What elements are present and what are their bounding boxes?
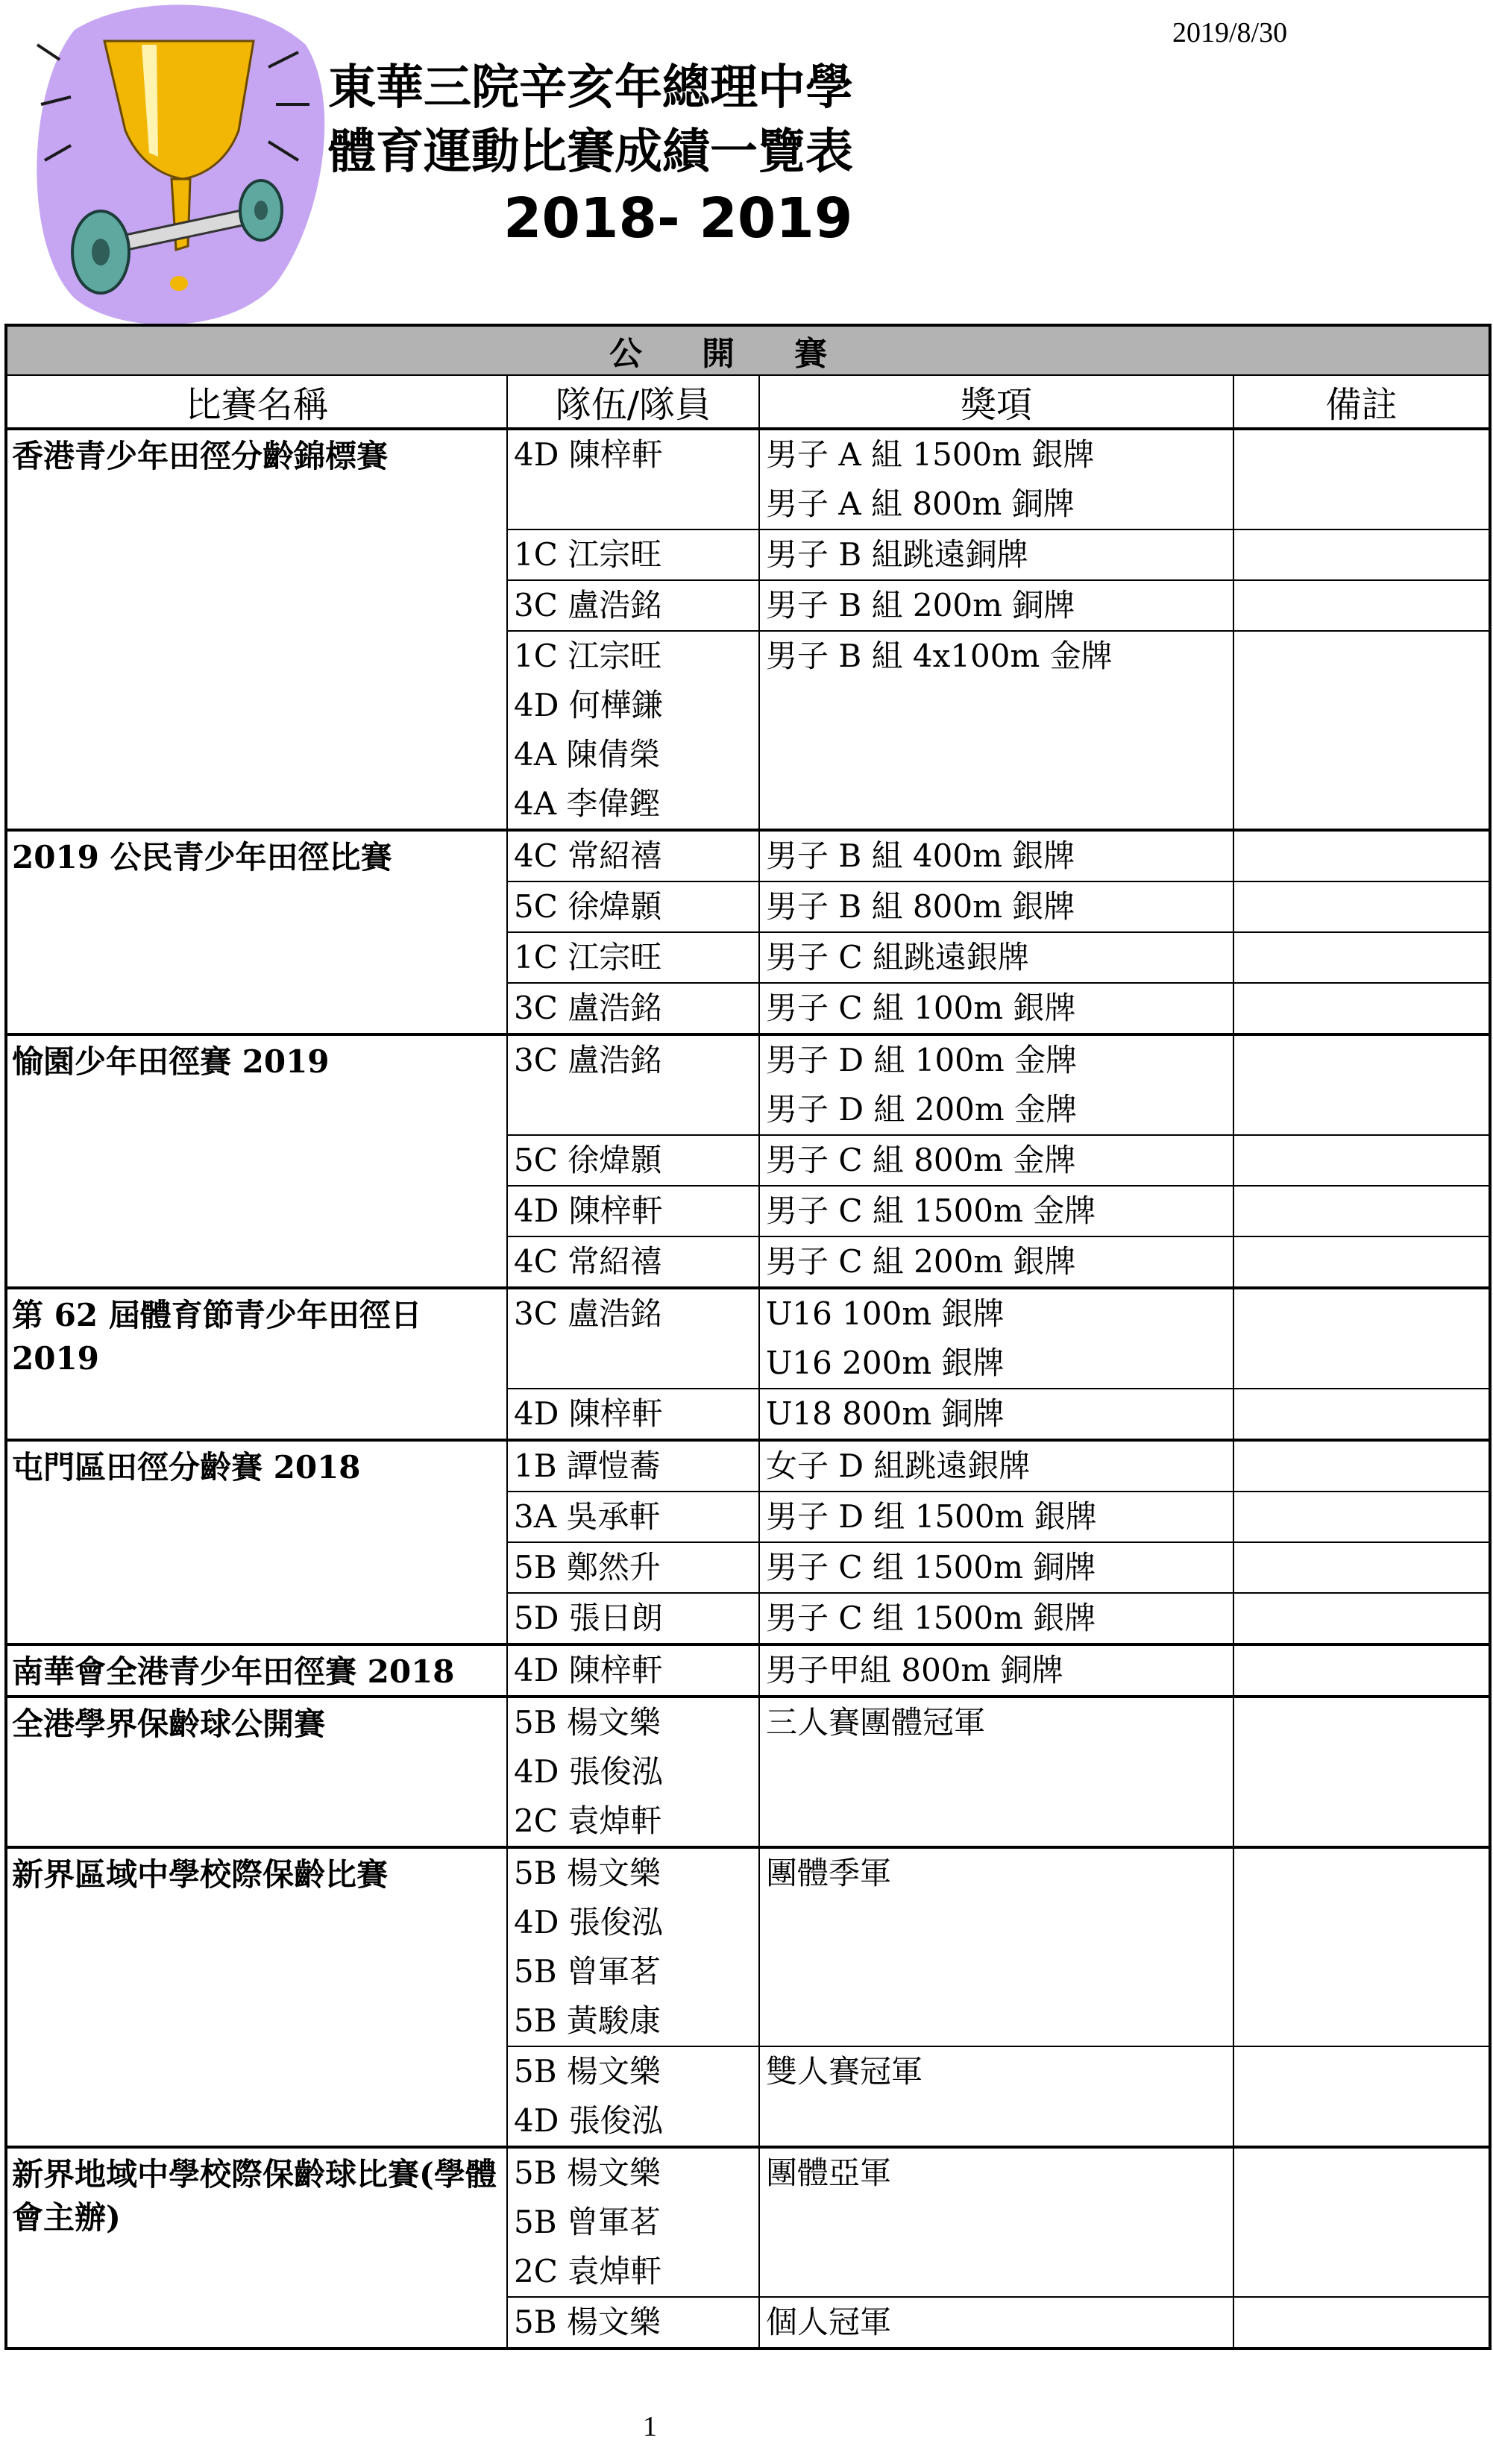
column-header-competition: 比賽名稱 — [6, 375, 507, 429]
remarks — [1233, 1542, 1490, 1593]
team-members — [507, 2046, 759, 2147]
competition-name: 屯門區田徑分齡賽 2018 — [6, 1440, 507, 1644]
team-members — [507, 1288, 759, 1389]
remarks — [1233, 1034, 1490, 1135]
team-members — [507, 1492, 759, 1542]
team-members — [507, 830, 759, 881]
team-members-line: 4D 何樺鎌 — [514, 687, 663, 723]
award — [759, 2046, 1233, 2147]
award-line: 女子 D 組跳遠銀牌 — [766, 1448, 1031, 1484]
award-line: 團體季軍 — [766, 1855, 892, 1891]
award — [759, 1034, 1233, 1135]
award — [759, 631, 1233, 830]
award-line: 個人冠軍 — [766, 2304, 892, 2340]
award — [759, 429, 1233, 529]
table-row — [6, 1288, 1490, 1389]
table-row — [6, 2147, 1490, 2297]
team-members — [507, 983, 759, 1034]
team-members — [507, 1644, 759, 1697]
award-line: 男子 D 組 200m 金牌 — [766, 1091, 1078, 1128]
team-members — [507, 881, 759, 932]
award — [759, 1847, 1233, 2046]
document-title — [328, 56, 969, 253]
team-members-line: 5B 鄭然升 — [514, 1549, 661, 1585]
award — [759, 1236, 1233, 1288]
award — [759, 529, 1233, 580]
award-line: 團體亞軍 — [766, 2155, 892, 2191]
team-members-line: 2C 袁焯軒 — [514, 2253, 662, 2289]
team-members-line: 4D 張俊泓 — [514, 1753, 663, 1790]
team-members — [507, 1135, 759, 1186]
team-members-line: 4D 陳梓軒 — [514, 1652, 663, 1688]
award — [759, 932, 1233, 983]
team-members — [507, 1236, 759, 1288]
award — [759, 580, 1233, 631]
team-members — [507, 1034, 759, 1135]
report-title: 體育運動比賽成績一覽表 — [328, 125, 853, 180]
team-members — [507, 1186, 759, 1236]
team-members-line: 3C 盧浩銘 — [514, 1042, 662, 1078]
award — [759, 1697, 1233, 1847]
remarks — [1233, 983, 1490, 1034]
team-members-line: 4D 陳梓軒 — [514, 436, 663, 473]
remarks — [1233, 429, 1490, 529]
award-line: 男子 A 組 1500m 銀牌 — [766, 436, 1095, 473]
table-row — [6, 1644, 1490, 1697]
remarks — [1233, 1288, 1490, 1389]
team-members-line: 1C 江宗旺 — [514, 638, 662, 674]
award-line: 男子 D 组 1500m 銀牌 — [766, 1498, 1097, 1535]
competition-name: 南華會全港青少年田徑賽 2018 — [6, 1644, 507, 1697]
award-line: 男子 C 组 1500m 銅牌 — [766, 1549, 1096, 1585]
award — [759, 830, 1233, 881]
award-line: 男子 C 組跳遠銀牌 — [766, 939, 1029, 975]
award — [759, 1593, 1233, 1644]
team-members-line: 1C 江宗旺 — [514, 939, 662, 975]
team-members — [507, 1847, 759, 2046]
team-members — [507, 2297, 759, 2348]
table-row — [6, 1847, 1490, 2046]
competition-name: 愉園少年田徑賽 2019 — [6, 1034, 507, 1288]
table-row — [6, 429, 1490, 529]
award-line: 男子甲組 800m 銅牌 — [766, 1652, 1063, 1688]
competition-name: 全港學界保齡球公開賽 — [6, 1697, 507, 1847]
remarks — [1233, 881, 1490, 932]
award — [759, 1186, 1233, 1236]
team-members-line: 5B 黃駿康 — [514, 2002, 661, 2039]
team-members-line: 4D 張俊泓 — [514, 2102, 663, 2139]
team-members-line: 4C 常紹禧 — [514, 837, 662, 874]
results-table — [4, 324, 1492, 2350]
remarks — [1233, 2147, 1490, 2297]
team-members — [507, 1440, 759, 1492]
team-members — [507, 429, 759, 529]
remarks — [1233, 830, 1490, 881]
remarks — [1233, 1236, 1490, 1288]
team-members — [507, 580, 759, 631]
award-line: 男子 C 組 800m 金牌 — [766, 1142, 1076, 1178]
team-members-line: 3C 盧浩銘 — [514, 587, 662, 623]
trophy-logo-icon — [30, 0, 328, 328]
award-line: 男子 C 組 200m 銀牌 — [766, 1243, 1076, 1280]
award-line: 男子 C 組 100m 銀牌 — [766, 990, 1076, 1026]
remarks — [1233, 580, 1490, 631]
award — [759, 1288, 1233, 1389]
award — [759, 1440, 1233, 1492]
award-line: 男子 C 组 1500m 銀牌 — [766, 1600, 1096, 1636]
team-members — [507, 2147, 759, 2297]
award-line: 男子 B 組 800m 銀牌 — [766, 888, 1075, 925]
team-members-line: 5B 楊文樂 — [514, 1704, 661, 1741]
competition-name: 第 62 屆體育節青少年田徑日 2019 — [6, 1288, 507, 1440]
award-line: 男子 B 組跳遠銅牌 — [766, 536, 1028, 573]
team-members-line: 4C 常紹禧 — [514, 1243, 662, 1280]
team-members — [507, 1697, 759, 1847]
team-members — [507, 932, 759, 983]
award-line: 男子 C 組 1500m 金牌 — [766, 1192, 1096, 1229]
award-line: 男子 B 組 4x100m 金牌 — [766, 638, 1113, 674]
award — [759, 881, 1233, 932]
award-line: U16 200m 銀牌 — [766, 1345, 1005, 1381]
team-members-line: 5C 徐煒顥 — [514, 888, 662, 925]
team-members-line: 4A 陳倩榮 — [514, 736, 661, 773]
column-header-team: 隊伍/隊員 — [507, 375, 759, 429]
team-members-line: 5B 曾軍茗 — [514, 1953, 661, 1990]
award-line: 男子 D 組 100m 金牌 — [766, 1042, 1078, 1078]
competition-name: 香港青少年田徑分齡錦標賽 — [6, 429, 507, 830]
team-members-line: 4D 陳梓軒 — [514, 1395, 663, 1432]
award-line: 男子 B 組 400m 銀牌 — [766, 837, 1075, 874]
section-title: 公開賽 — [6, 325, 1490, 375]
team-members-line: 3C 盧浩銘 — [514, 1295, 662, 1332]
award — [759, 1135, 1233, 1186]
award — [759, 2297, 1233, 2348]
award — [759, 1644, 1233, 1697]
award-line: 男子 B 組 200m 銅牌 — [766, 587, 1075, 623]
page-number: 1 — [643, 2411, 657, 2442]
team-members-line: 4D 張俊泓 — [514, 1904, 663, 1940]
competition-name: 2019 公民青少年田徑比賽 — [6, 830, 507, 1034]
team-members-line: 5D 張日朗 — [514, 1600, 663, 1636]
remarks — [1233, 1847, 1490, 2046]
team-members-line: 5C 徐煒顥 — [514, 1142, 662, 1178]
award-line: U18 800m 銅牌 — [766, 1395, 1005, 1432]
team-members — [507, 631, 759, 830]
table-row — [6, 1034, 1490, 1135]
competition-name: 新界區域中學校際保齡比賽 — [6, 1847, 507, 2147]
award — [759, 1542, 1233, 1593]
team-members-line: 4D 陳梓軒 — [514, 1192, 663, 1229]
team-members-line: 5B 楊文樂 — [514, 1855, 661, 1891]
remarks — [1233, 631, 1490, 830]
award-line: 男子 A 組 800m 銅牌 — [766, 485, 1075, 522]
remarks — [1233, 1186, 1490, 1236]
team-members — [507, 1542, 759, 1593]
award-line: 三人賽團體冠軍 — [766, 1704, 986, 1741]
remarks — [1233, 1492, 1490, 1542]
school-name: 東華三院辛亥年總理中學 — [328, 60, 853, 116]
team-members-line: 5B 楊文樂 — [514, 2155, 661, 2191]
table-row — [6, 1440, 1490, 1492]
team-members-line: 1B 譚愷蕎 — [514, 1448, 661, 1484]
award — [759, 983, 1233, 1034]
column-header-award: 獎項 — [759, 375, 1233, 429]
team-members — [507, 1593, 759, 1644]
competition-name: 新界地域中學校際保齡球比賽(學體會主辦) — [6, 2147, 507, 2348]
remarks — [1233, 932, 1490, 983]
award — [759, 2147, 1233, 2297]
remarks — [1233, 1135, 1490, 1186]
team-members-line: 4A 李偉鏗 — [514, 785, 661, 822]
team-members — [507, 529, 759, 580]
award-line: 雙人賽冠軍 — [766, 2053, 923, 2090]
team-members-line: 3A 吳承軒 — [514, 1498, 661, 1535]
table-row — [6, 830, 1490, 881]
column-header-remarks: 備註 — [1233, 375, 1490, 429]
team-members-line: 5B 楊文樂 — [514, 2053, 661, 2090]
remarks — [1233, 2297, 1490, 2348]
team-members — [507, 1389, 759, 1440]
team-members-line: 2C 袁焯軒 — [514, 1803, 662, 1839]
academic-year: 2018- 2019 — [503, 186, 853, 251]
remarks — [1233, 1389, 1490, 1440]
remarks — [1233, 1440, 1490, 1492]
remarks — [1233, 1593, 1490, 1644]
team-members-line: 5B 曾軍茗 — [514, 2204, 661, 2240]
remarks — [1233, 1697, 1490, 1847]
remarks — [1233, 2046, 1490, 2147]
award-line: U16 100m 銀牌 — [766, 1295, 1005, 1332]
team-members-line: 1C 江宗旺 — [514, 536, 662, 573]
award — [759, 1389, 1233, 1440]
team-members-line: 3C 盧浩銘 — [514, 990, 662, 1026]
remarks — [1233, 529, 1490, 580]
print-date: 2019/8/30 — [1172, 17, 1288, 48]
award — [759, 1492, 1233, 1542]
table-row — [6, 1697, 1490, 1847]
remarks — [1233, 1644, 1490, 1697]
team-members-line: 5B 楊文樂 — [514, 2304, 661, 2340]
